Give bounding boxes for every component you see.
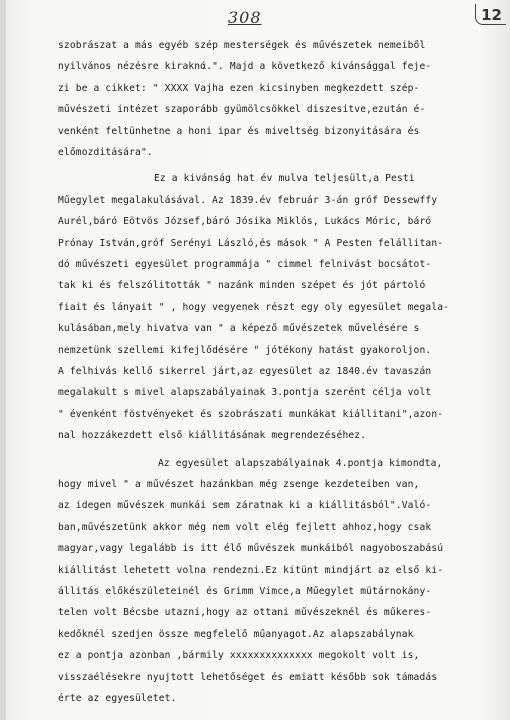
text-line: ez a pontja azonban ,bármily xxxxxxxxxxxxxx megokolt volt is,	[58, 650, 420, 662]
text-line: telen volt Bécsbe utazni,hogy az ottani művészeknél és műkeres-	[58, 607, 432, 619]
text-line: nal hozzákezdett első kiállitásának megrendezéséhez.	[58, 430, 367, 442]
corner-number: 12	[481, 6, 502, 24]
text-line: " évenként föstvényeket és szobrászati munkákat kiállitani",azon-	[58, 408, 444, 420]
text-line: Műegylet megalakulásával. Az 1839.év február 3-án gróf Dessewffy	[58, 194, 438, 206]
text-line: az idegen művészek munkái sem záratnak ki a kiállitásból".Való-	[58, 500, 432, 512]
text-line: kulásában,mely hivatva van " a képező művészetek művelésére s	[58, 323, 420, 335]
scan-edge	[0, 0, 6, 720]
text-line: nemzetünk szellemi kifejlődésére " jótékony hatást gyakoroljon.	[58, 344, 432, 356]
text-line: Prónay István,gróf Serényi László,és mások " A Pesten felállitan-	[58, 237, 444, 249]
text-line: Aurél,báró Eötvös József,báró Jósika Miklós, Lukács Móric, báró	[58, 216, 432, 228]
text-line: nyilvános nézésre kiraknά.". Majd a következő kivánsággal feje-	[58, 61, 432, 73]
text-line: előmozditására".	[58, 147, 153, 158]
text-line: megalakult s mivel alapszabályainak 3.pontja szerént célja volt	[58, 387, 432, 399]
text-line: A felhivás kellő sikerrel járt,az egyesület az 1840.év tavaszán	[58, 366, 432, 377]
text-line: visszaélésekre nyujtott lehetőséget és emiatt később sok támadás	[58, 671, 438, 683]
text-line: szobrászat a más egyéb szép mesterségek és művészetek nemeiből	[58, 40, 426, 51]
text-line: állitás előkészületeinél és Grimm Vimce,a Műegylet mütárnokány-	[58, 586, 432, 597]
text-line: Ez a kivánság hat év mulva teljesült,a Pesti	[154, 173, 415, 185]
text-line: dó művészeti egyesület programmája " cimmel felnivást bocsátot-	[58, 259, 432, 270]
text-line: művészeti intézet szaporább gyümölcsökkel diszesitve,ezután é-	[58, 104, 426, 116]
text-line: ban,művészetünk akkor még nem volt elég fejlett ahhoz,hogy csak	[58, 521, 432, 533]
page-number: 308	[228, 8, 262, 27]
text-line: tak ki és felszólitották " nazánk minden szépet és jót pártoló	[58, 280, 426, 292]
text-line: kedőknél szedjen össze megfelelő műanyagot.Az alapszabálynak	[58, 628, 414, 640]
text-line: hogy mivel " a művészet hazánkban még zsenge kezdeteiben van,	[58, 479, 420, 490]
text-line: zi be a cikket: " XXXX Vajha ezen kicsinyben megkezdett szép-	[58, 82, 420, 94]
text-line: magyar,vagy legalább is itt élő művészek munkáiból nagyoboszabású	[58, 543, 444, 555]
text-line: érte az egyesületet.	[58, 693, 177, 704]
text-line: venként feltünhetne a honi ipar és miveltség bizonyitására és	[58, 125, 420, 137]
text-line: kiállitást lehetett volna rendezni.Ez kitünt mindjárt az első ki-	[58, 564, 444, 576]
text-line: Az egyesület alapszabályainak 4.pontja kimondta,	[158, 457, 443, 469]
text-line: fiait és lányait " , hogy vegyenek részt egy oly egyesület megala-	[58, 301, 450, 313]
